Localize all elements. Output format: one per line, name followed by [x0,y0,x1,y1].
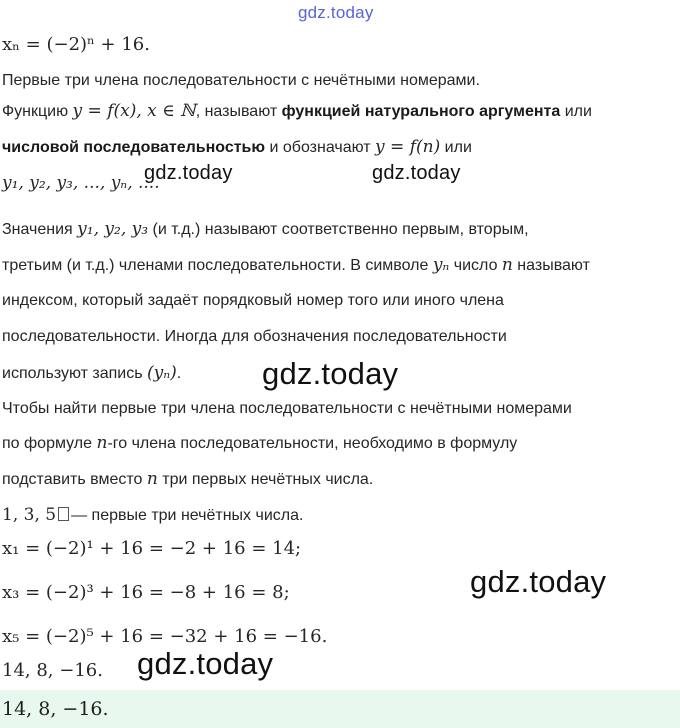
text: число [449,257,502,274]
paragraph-line: последовательности. Иногда для обозначения последовательности [2,328,507,345]
text: Функцию [2,103,73,120]
math: 1, 3, 5 [2,505,57,525]
math: (yₙ) [147,363,177,383]
watermark: gdz.today [372,162,461,184]
text: называют [512,257,590,274]
watermark-top: gdz.today [298,3,374,22]
answer-box [0,690,680,728]
missing-glyph-icon [58,507,69,521]
task-statement: Первые три члена последовательности с нечётными номерами. [2,72,480,89]
paragraph-line [2,468,373,491]
result-line: 14, 8, −16. [2,660,103,681]
math: y = f(x), x ∈ ℕ [72,101,196,121]
text: -го члена последовательности, необходимо в формулу [107,435,518,452]
paragraph-line: индексом, который задаёт порядковый номер того или иного члена [2,292,504,309]
calculation-x1: x₁ = (−2)¹ + 16 = −2 + 16 = 14; [2,538,302,559]
watermark: gdz.today [470,564,607,599]
sequence-notation: y₁, y₂, y₃, ..., yₙ, .... [2,173,160,193]
text: или [440,139,472,156]
watermark: gdz.today [144,162,233,184]
calculation-x5: x₅ = (−2)⁵ + 16 = −32 + 16 = −16. [2,626,328,647]
paragraph-line: Чтобы найти первые три члена последовательности с нечётными номерами [2,400,572,417]
text: или [560,103,592,120]
math: y₁, y₂, y₃ [77,219,149,239]
text: . [176,365,182,382]
text: подставить вместо [2,471,147,488]
odd-numbers-line [2,504,303,527]
sequence-formula: xₙ = (−2)ⁿ + 16. [2,34,150,55]
paragraph-line [2,362,181,385]
text: — первые три нечётных числа. [71,507,304,524]
paragraph-line [2,254,590,277]
text: , называют [195,103,282,120]
watermark: gdz.today [262,356,399,391]
bold-term: функцией натурального аргумента [281,103,561,120]
math: n [96,433,108,453]
paragraph-line [2,218,529,241]
text: Значения [2,221,78,238]
text: и обозначают [265,139,376,156]
text: по формуле [2,435,97,452]
math: n [146,469,158,489]
answer-value: 14, 8, −16. [2,698,109,720]
watermark: gdz.today [137,646,274,681]
text: используют запись [2,365,148,382]
text: (и т.д.) называют соответственно первым, вторым, [148,221,529,238]
definition-line-2 [2,136,472,159]
math: yₙ [432,255,450,275]
definition-line-1 [2,100,592,123]
math: n [501,255,513,275]
text: три первых нечётных числа. [157,471,374,488]
math: y = f(n) [375,137,441,157]
text: третьим (и т.д.) членами последовательности. В символе [2,257,433,274]
calculation-x3: x₃ = (−2)³ + 16 = −8 + 16 = 8; [2,582,290,603]
bold-term: числовой последовательностью [2,139,266,156]
paragraph-line [2,432,517,455]
